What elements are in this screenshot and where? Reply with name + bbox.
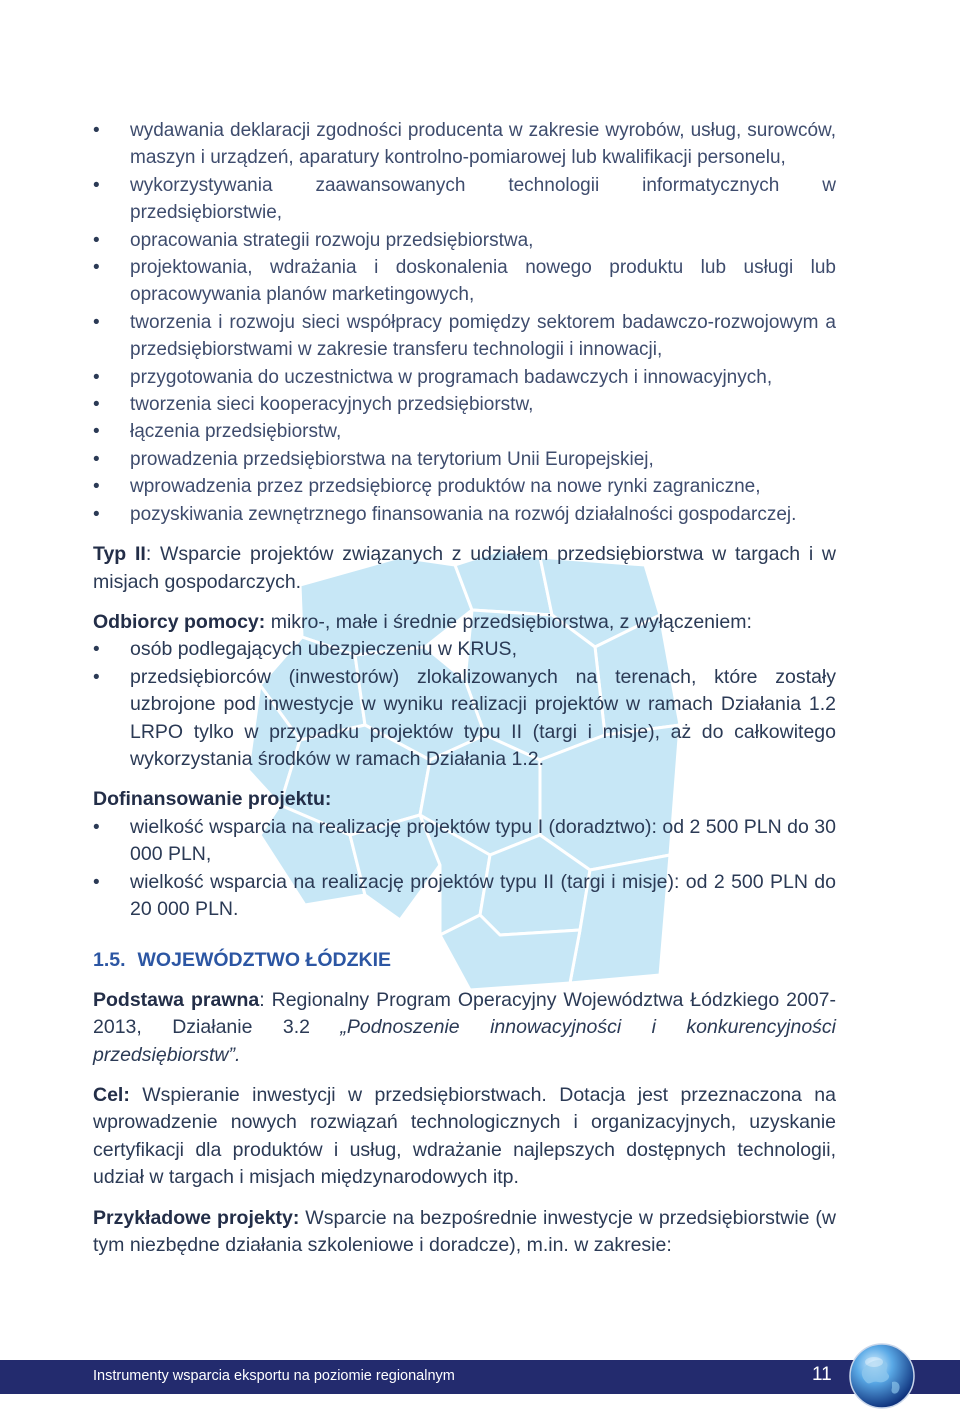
odbiorcy-label: Odbiorcy pomocy: <box>93 610 266 633</box>
list-item: • prowadzenia przedsiębiorstwa na terytorium Unii Europejskiej, <box>93 446 836 473</box>
odbiorcy-list <box>93 636 836 773</box>
footer-title: Instrumenty wsparcia eksportu na poziomie regionalnym <box>93 1368 455 1384</box>
typ2-paragraph <box>93 541 836 596</box>
podstawa-paragraph <box>93 987 836 1069</box>
odbiorcy-text: mikro-, małe i średnie przedsiębiorstwa, z wyłączeniem: <box>265 610 752 633</box>
typ2-label: Typ II <box>93 543 146 566</box>
section-number: 1.5. <box>93 949 126 972</box>
cel-paragraph <box>93 1082 836 1192</box>
list-item: • wykorzystywania zaawansowanych technologii informatycznych w przedsiębiorstwie, <box>93 172 836 227</box>
list-item: • łączenia przedsiębiorstw, <box>93 418 836 445</box>
podstawa-italic: „Podnoszenie innowacyjności i konkurencyjności przedsiębiorstw”. <box>93 1016 836 1066</box>
list-item: • osób podlegających ubezpieczeniu w KRUS, <box>93 636 836 663</box>
page-number: 11 <box>812 1364 832 1385</box>
list-item: • opracowania strategii rozwoju przedsiębiorstwa, <box>93 227 836 254</box>
page-content <box>93 117 836 1259</box>
list-item: • wydawania deklaracji zgodności producenta w zakresie wyrobów, usług, surowców, maszyn i urządzeń, aparatury kontrolno-pomiarowej lub kwalifikacji personelu, <box>93 117 836 172</box>
list-item: • pozyskiwania zewnętrznego finansowania na rozwój działalności gospodarczej. <box>93 501 836 528</box>
list-item: • wielkość wsparcia na realizację projektów typu I (doradztwo): od 2 500 PLN do 30 000 PLN, <box>93 814 836 869</box>
podstawa-label: Podstawa prawna <box>93 988 260 1011</box>
footer-bar <box>0 1360 960 1394</box>
list-item: • tworzenia sieci kooperacyjnych przedsiębiorstw, <box>93 391 836 418</box>
globe-icon <box>848 1342 916 1410</box>
dofinansowanie-list <box>93 814 836 924</box>
list-item: • wprowadzenia przez przedsiębiorcę produktów na nowe rynki zagraniczne, <box>93 473 836 500</box>
list-item: • wielkość wsparcia na realizację projektów typu II (targi i misje): od 2 500 PLN do 20 000 PLN. <box>93 869 836 924</box>
list-item: • przygotowania do uczestnictwa w programach badawczych i innowacyjnych, <box>93 364 836 391</box>
przyklady-label: Przykładowe projekty: <box>93 1206 300 1229</box>
cel-label: Cel: <box>93 1084 130 1106</box>
dofinansowanie-heading <box>93 786 836 813</box>
przyklady-paragraph <box>93 1205 836 1260</box>
section-title: WOJEWÓDZTWO ŁÓDZKIE <box>137 949 392 972</box>
list-item: • projektowania, wdrażania i doskonalenia nowego produktu lub usługi lub opracowywania planów marketingowych, <box>93 254 836 309</box>
list-item: • przedsiębiorców (inwestorów) zlokalizowanych na terenach, które zostały uzbrojone pod inwestycje w wyniku realizacji projektów w ramach Działania 1.2 LRPO tylko w przypadku projektów typu II (targi i misje), aż do całkowitego wykorzystania środków w ramach Działania 1.2. <box>93 664 836 774</box>
typ2-text: : Wsparcie projektów związanych z udziałem przedsiębiorstwa w targach i w misjach gospodarczych. <box>93 543 836 593</box>
list-item: • tworzenia i rozwoju sieci współpracy pomiędzy sektorem badawczo-rozwojowym a przedsiębiorstwami w zakresie transferu technologii i innowacji, <box>93 309 836 364</box>
cel-text: Wspieranie inwestycji w przedsiębiorstwach. Dotacja jest przeznaczona na wprowadzenie nowych rozwiązań technologicznych i organizacyjnych, uzyskanie certyfikacji dla produktów i usług, wdrażanie najlepszych dostępnych technologii, udział w targach i misjach międzynarodowych itp. <box>93 1084 836 1189</box>
podstawa-text: : Regionalny Program Operacyjny Województwa Łódzkiego 2007-2013, Działanie 3.2 <box>93 988 837 1039</box>
odbiorcy-paragraph <box>93 609 836 636</box>
activities-list <box>93 117 836 528</box>
section-heading <box>93 947 836 974</box>
przyklady-text: Wsparcie na bezpośrednie inwestycje w przedsiębiorstwie (w tym niezbędne działania szkoleniowe i doradcze), m.in. w zakresie: <box>93 1206 836 1257</box>
dofinansowanie-label: Dofinansowanie projektu: <box>93 788 332 811</box>
